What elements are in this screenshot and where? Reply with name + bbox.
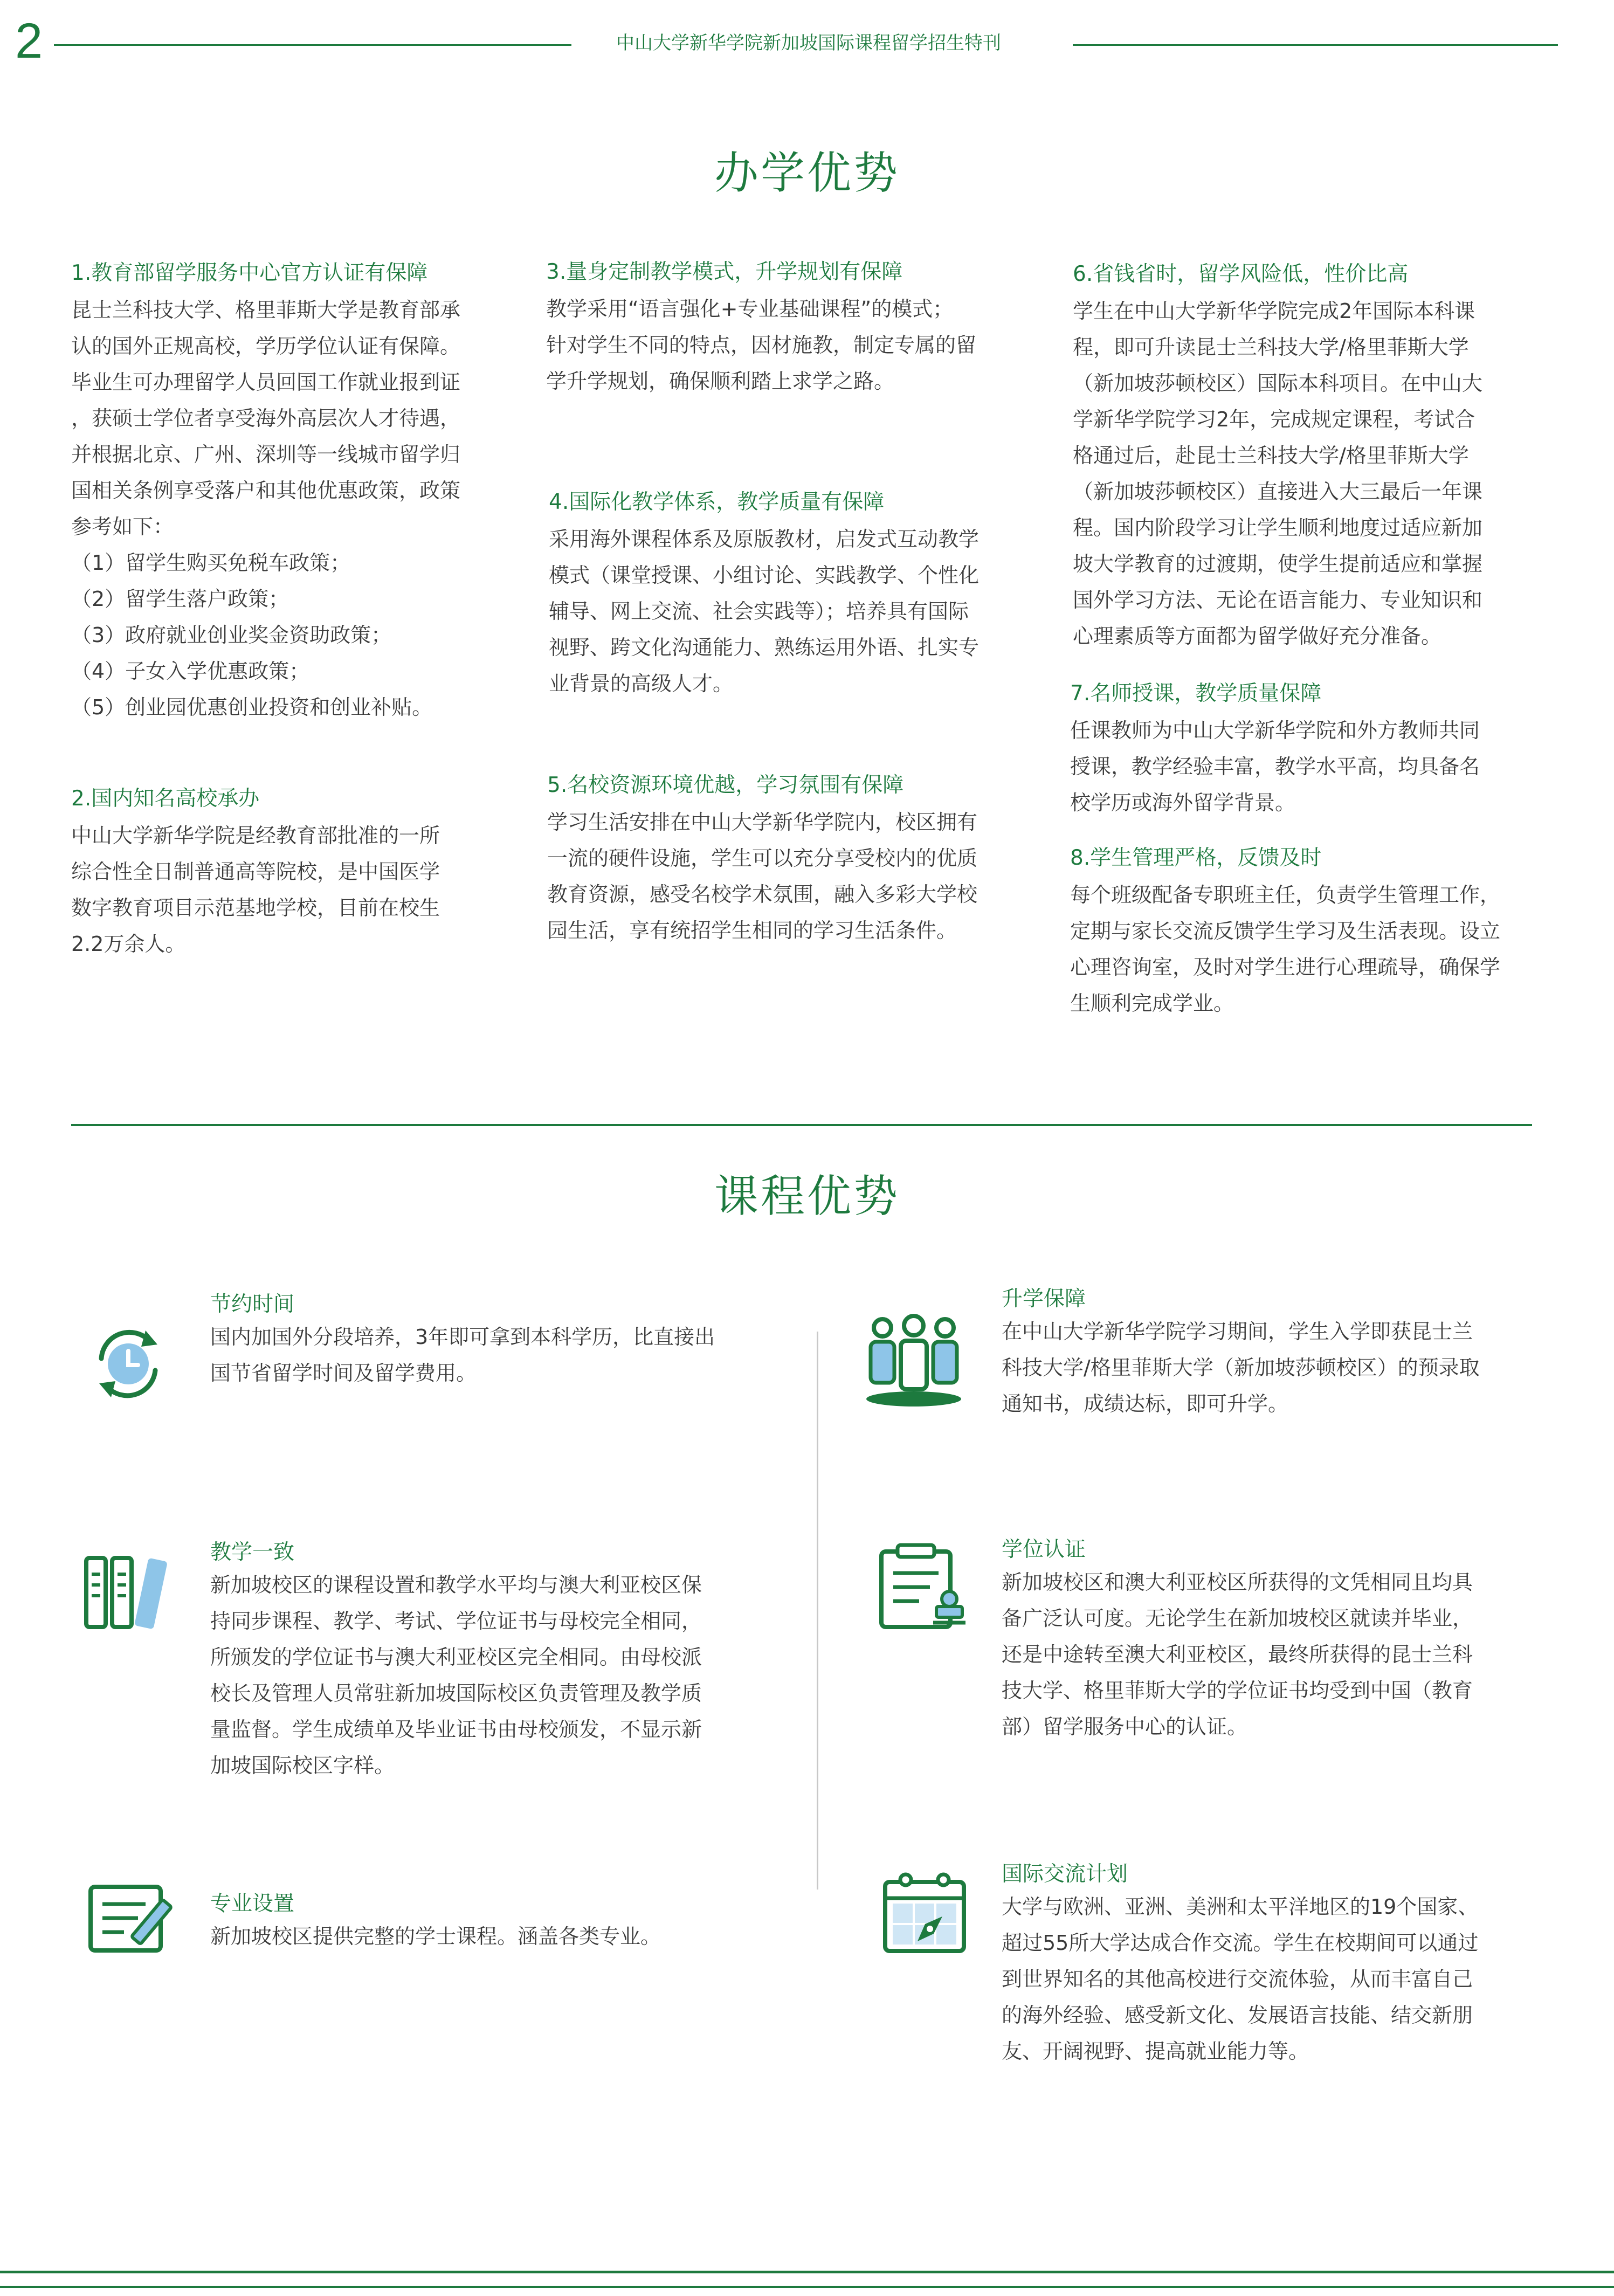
text-line: 还是中途转至澳大利亚校区，最终所获得的昆士兰科 [1002, 1643, 1473, 1666]
text-line: （新加坡莎顿校区）国际本科项目。在中山大 [1073, 371, 1483, 395]
header-rule-left [54, 44, 571, 46]
text-line: 辅导、网上交流、社会实践等）；培养具有国际 [549, 599, 969, 623]
text-line: 学新华学院学习2年，完成规定课程，考试合 [1073, 408, 1475, 431]
text-line: 程。国内阶段学习让学生顺利地度过适应新加 [1073, 516, 1483, 540]
text-line: 技大学、格里菲斯大学的学位证书均受到中国（教育 [1002, 1679, 1473, 1702]
advantage-heading-4: 4.国际化教学体系，教学质量有保障 [549, 490, 885, 514]
text-line: 加坡国际校区字样。 [210, 1754, 395, 1777]
text-line: 教育资源，感受名校学术氛围，融入多彩大学校 [547, 882, 978, 906]
text-line: 国节省留学时间及留学费用。 [210, 1361, 477, 1385]
advantage-heading-3: 3.量身定制教学模式，升学规划有保障 [546, 260, 903, 284]
edit-document-icon [86, 1881, 175, 1957]
course-item-save-time [210, 1290, 792, 1391]
text-line: 业背景的高级人才。 [549, 672, 734, 695]
advantage-heading-2: 2.国内知名高校承办 [71, 787, 260, 811]
section-divider [71, 1124, 1532, 1126]
course-item-programs [210, 1890, 792, 1955]
text-line: 到世界知名的其他高校进行交流体验，从而丰富自己 [1002, 1967, 1473, 1991]
course-text [1002, 1889, 1551, 2070]
text-line: 参考如下： [71, 515, 174, 539]
text-line: 坡大学教育的过渡期，使学生提前适应和掌握 [1073, 552, 1483, 576]
footer-rule-top [0, 2271, 1614, 2273]
clock-cycle-icon [85, 1321, 171, 1407]
text-line: 国内加国外分段培养，3年即可拿到本科学历，比直接出 [210, 1325, 715, 1349]
books-icon [81, 1553, 175, 1633]
text-line: 所颁发的学位证书与澳大利亚校区完全相同。由母校派 [210, 1645, 702, 1669]
advantage-item-4 [549, 488, 1034, 702]
text-line: 在中山大学新华学院学习期间，学生入学即获昆士兰 [1002, 1320, 1473, 1343]
text-line: 模式（课堂授课、小组讨论、实践教学、个性化 [549, 563, 980, 587]
text-line: 综合性全日制普通高等院校，是中国医学 [71, 860, 440, 884]
text-line: 部）留学服务中心的认证。 [1002, 1715, 1248, 1739]
course-item-degree-accreditation [1002, 1535, 1551, 1745]
text-line: 科技大学/格里菲斯大学（新加坡莎顿校区）的预录取 [1002, 1356, 1480, 1380]
course-heading: 国际交流计划 [1002, 1862, 1128, 1886]
text-line: 教学采用“语言强化+专业基础课程”的模式； [546, 297, 954, 321]
footer-rule-bottom [0, 2286, 1614, 2288]
course-text [1002, 1564, 1551, 1745]
advantage-text-1 [71, 292, 519, 726]
advantage-item-3 [546, 258, 1031, 399]
people-group-icon [860, 1313, 968, 1410]
text-line: 针对学生不同的特点，因材施教，制定专属的留 [546, 333, 977, 357]
text-line: （新加坡莎顿校区）直接进入大三最后一年课 [1073, 480, 1483, 504]
text-line: 备广泛认可度。无论学生在新加坡校区就读并毕业， [1002, 1606, 1473, 1630]
text-line: 定期与家长交流反馈学生学习及生活表现。设立 [1070, 919, 1501, 943]
advantage-text-5 [547, 804, 1032, 949]
advantage-item-2 [71, 784, 519, 962]
header-title: 中山大学新华学院新加坡国际课程留学招生特刊 [616, 32, 1001, 54]
certificate-stamp-icon [876, 1542, 970, 1633]
section-title-courses: 课程优势 [714, 1171, 900, 1222]
advantage-item-1 [71, 259, 519, 726]
advantage-text-7 [1070, 713, 1539, 821]
text-line: 校学历或海外留学背景。 [1070, 791, 1296, 815]
advantage-heading-7: 7.名师授课，教学质量保障 [1070, 681, 1322, 706]
advantage-text-3 [546, 291, 1031, 399]
course-item-consistent-teaching [210, 1538, 792, 1784]
section-title-advantages: 办学优势 [714, 148, 900, 199]
page-number: 2 [15, 13, 43, 68]
advantage-item-5 [547, 771, 1032, 949]
text-line: 2.2万余人。 [71, 932, 186, 956]
text-line: 程，即可升读昆士兰科技大学/格里菲斯大学 [1073, 335, 1469, 359]
header-rule-right [1073, 44, 1558, 46]
text-line: 心理咨询室，及时对学生进行心理疏导，确保学 [1070, 955, 1501, 979]
course-text [210, 1919, 792, 1955]
text-line: 国外学习方法、无论在语言能力、专业知识和 [1073, 588, 1483, 612]
text-line: 每个班级配备专职班主任，负责学生管理工作， [1070, 883, 1501, 907]
advantage-heading-6: 6.省钱省时，留学风险低，性价比高 [1073, 262, 1409, 286]
text-line: 园生活，享有统招学生相同的学习生活条件。 [547, 919, 957, 942]
advantage-text-4 [549, 521, 1034, 702]
text-line: 一流的硬件设施，学生可以充分享受校内的优质 [547, 846, 978, 870]
advantage-heading-5: 5.名校资源环境优越，学习氛围有保障 [547, 773, 904, 797]
advantage-item-7 [1070, 679, 1539, 821]
text-line: 超过55所大学达成合作交流。学生在校期间可以通过 [1002, 1931, 1479, 1955]
text-line: （1）留学生购买免税车政策； [71, 551, 351, 575]
course-heading: 专业设置 [210, 1892, 295, 1916]
text-line: 新加坡校区提供完整的学士课程。涵盖各类专业。 [210, 1925, 661, 1948]
text-line: 生顺利完成学业。 [1070, 991, 1234, 1015]
text-line: 友、开阔视野、提高就业能力等。 [1002, 2039, 1309, 2063]
text-line: 大学与欧洲、亚洲、美洲和太平洋地区的19个国家、 [1002, 1895, 1479, 1919]
course-text [210, 1319, 792, 1391]
column-divider [817, 1332, 818, 1890]
course-heading: 教学一致 [210, 1540, 295, 1564]
text-line: 中山大学新华学院是经教育部批准的一所 [71, 824, 440, 847]
text-line: 昆士兰科技大学、格里菲斯大学是教育部承 [71, 298, 461, 322]
calendar-compass-icon [880, 1868, 971, 1957]
text-line: （3）政府就业创业奖金资助政策； [71, 623, 392, 647]
text-line: 通知书，成绩达标，即可升学。 [1002, 1392, 1289, 1416]
text-line: 任课教师为中山大学新华学院和外方教师共同 [1070, 719, 1480, 742]
text-line: （4）子女入学优惠政策； [71, 659, 310, 683]
course-item-exchange-program [1002, 1860, 1551, 2070]
text-line: 学生在中山大学新华学院完成2年国际本科课 [1073, 299, 1475, 323]
text-line: 的海外经验、感受新文化、发展语言技能、结交新朋 [1002, 2003, 1473, 2027]
text-line: 授课，教学经验丰富，教学水平高，均具备名 [1070, 755, 1480, 778]
text-line: 毕业生可办理留学人员回国工作就业报到证 [71, 370, 461, 394]
course-heading: 升学保障 [1002, 1287, 1086, 1311]
text-line: 校长及管理人员常驻新加坡国际校区负责管理及教学质 [210, 1681, 702, 1705]
text-line: 心理素质等方面都为留学做好充分准备。 [1073, 624, 1442, 648]
course-heading: 节约时间 [210, 1292, 295, 1316]
advantage-heading-8: 8.学生管理严格，反馈及时 [1070, 846, 1322, 870]
advantage-text-6 [1073, 293, 1542, 654]
course-item-progression [1002, 1285, 1551, 1422]
text-line: 持同步课程、教学、考试、学位证书与母校完全相同， [210, 1609, 702, 1633]
text-line: 学习生活安排在中山大学新华学院内，校区拥有 [547, 810, 978, 834]
text-line: 新加坡校区和澳大利亚校区所获得的文凭相同且均具 [1002, 1570, 1473, 1594]
advantage-item-8 [1070, 844, 1539, 1022]
text-line: 视野、跨文化沟通能力、熟练运用外语、扎实专 [549, 636, 980, 659]
text-line: ，获硕士学位者享受海外高层次人才待遇， [71, 406, 461, 430]
text-line: 数字教育项目示范基地学校，目前在校生 [71, 896, 440, 920]
text-line: 新加坡校区的课程设置和教学水平均与澳大利亚校区保 [210, 1573, 702, 1597]
advantage-text-8 [1070, 877, 1539, 1022]
text-line: 采用海外课程体系及原版教材，启发式互动教学 [549, 527, 980, 551]
text-line: 学升学规划，确保顺利踏上求学之路。 [546, 369, 895, 393]
text-line: 国相关条例享受落户和其他优惠政策，政策 [71, 479, 461, 502]
text-line: 量监督。学生成绩单及毕业证书由母校颁发，不显示新 [210, 1718, 702, 1741]
advantage-heading-1: 1.教育部留学服务中心官方认证有保障 [71, 261, 428, 285]
course-text [210, 1567, 792, 1784]
advantage-text-2 [71, 818, 519, 962]
text-line: 认的国外正规高校，学历学位认证有保障。 [71, 334, 461, 358]
course-text [1002, 1314, 1551, 1422]
course-heading: 学位认证 [1002, 1537, 1086, 1562]
text-line: （2）留学生落户政策； [71, 587, 289, 611]
text-line: （5）创业园优惠创业投资和创业补贴。 [71, 695, 433, 719]
text-line: 并根据北京、广州、深圳等一线城市留学归 [71, 443, 461, 466]
text-line: 格通过后，赴昆士兰科技大学/格里菲斯大学 [1073, 444, 1469, 467]
advantage-item-6 [1073, 260, 1542, 654]
